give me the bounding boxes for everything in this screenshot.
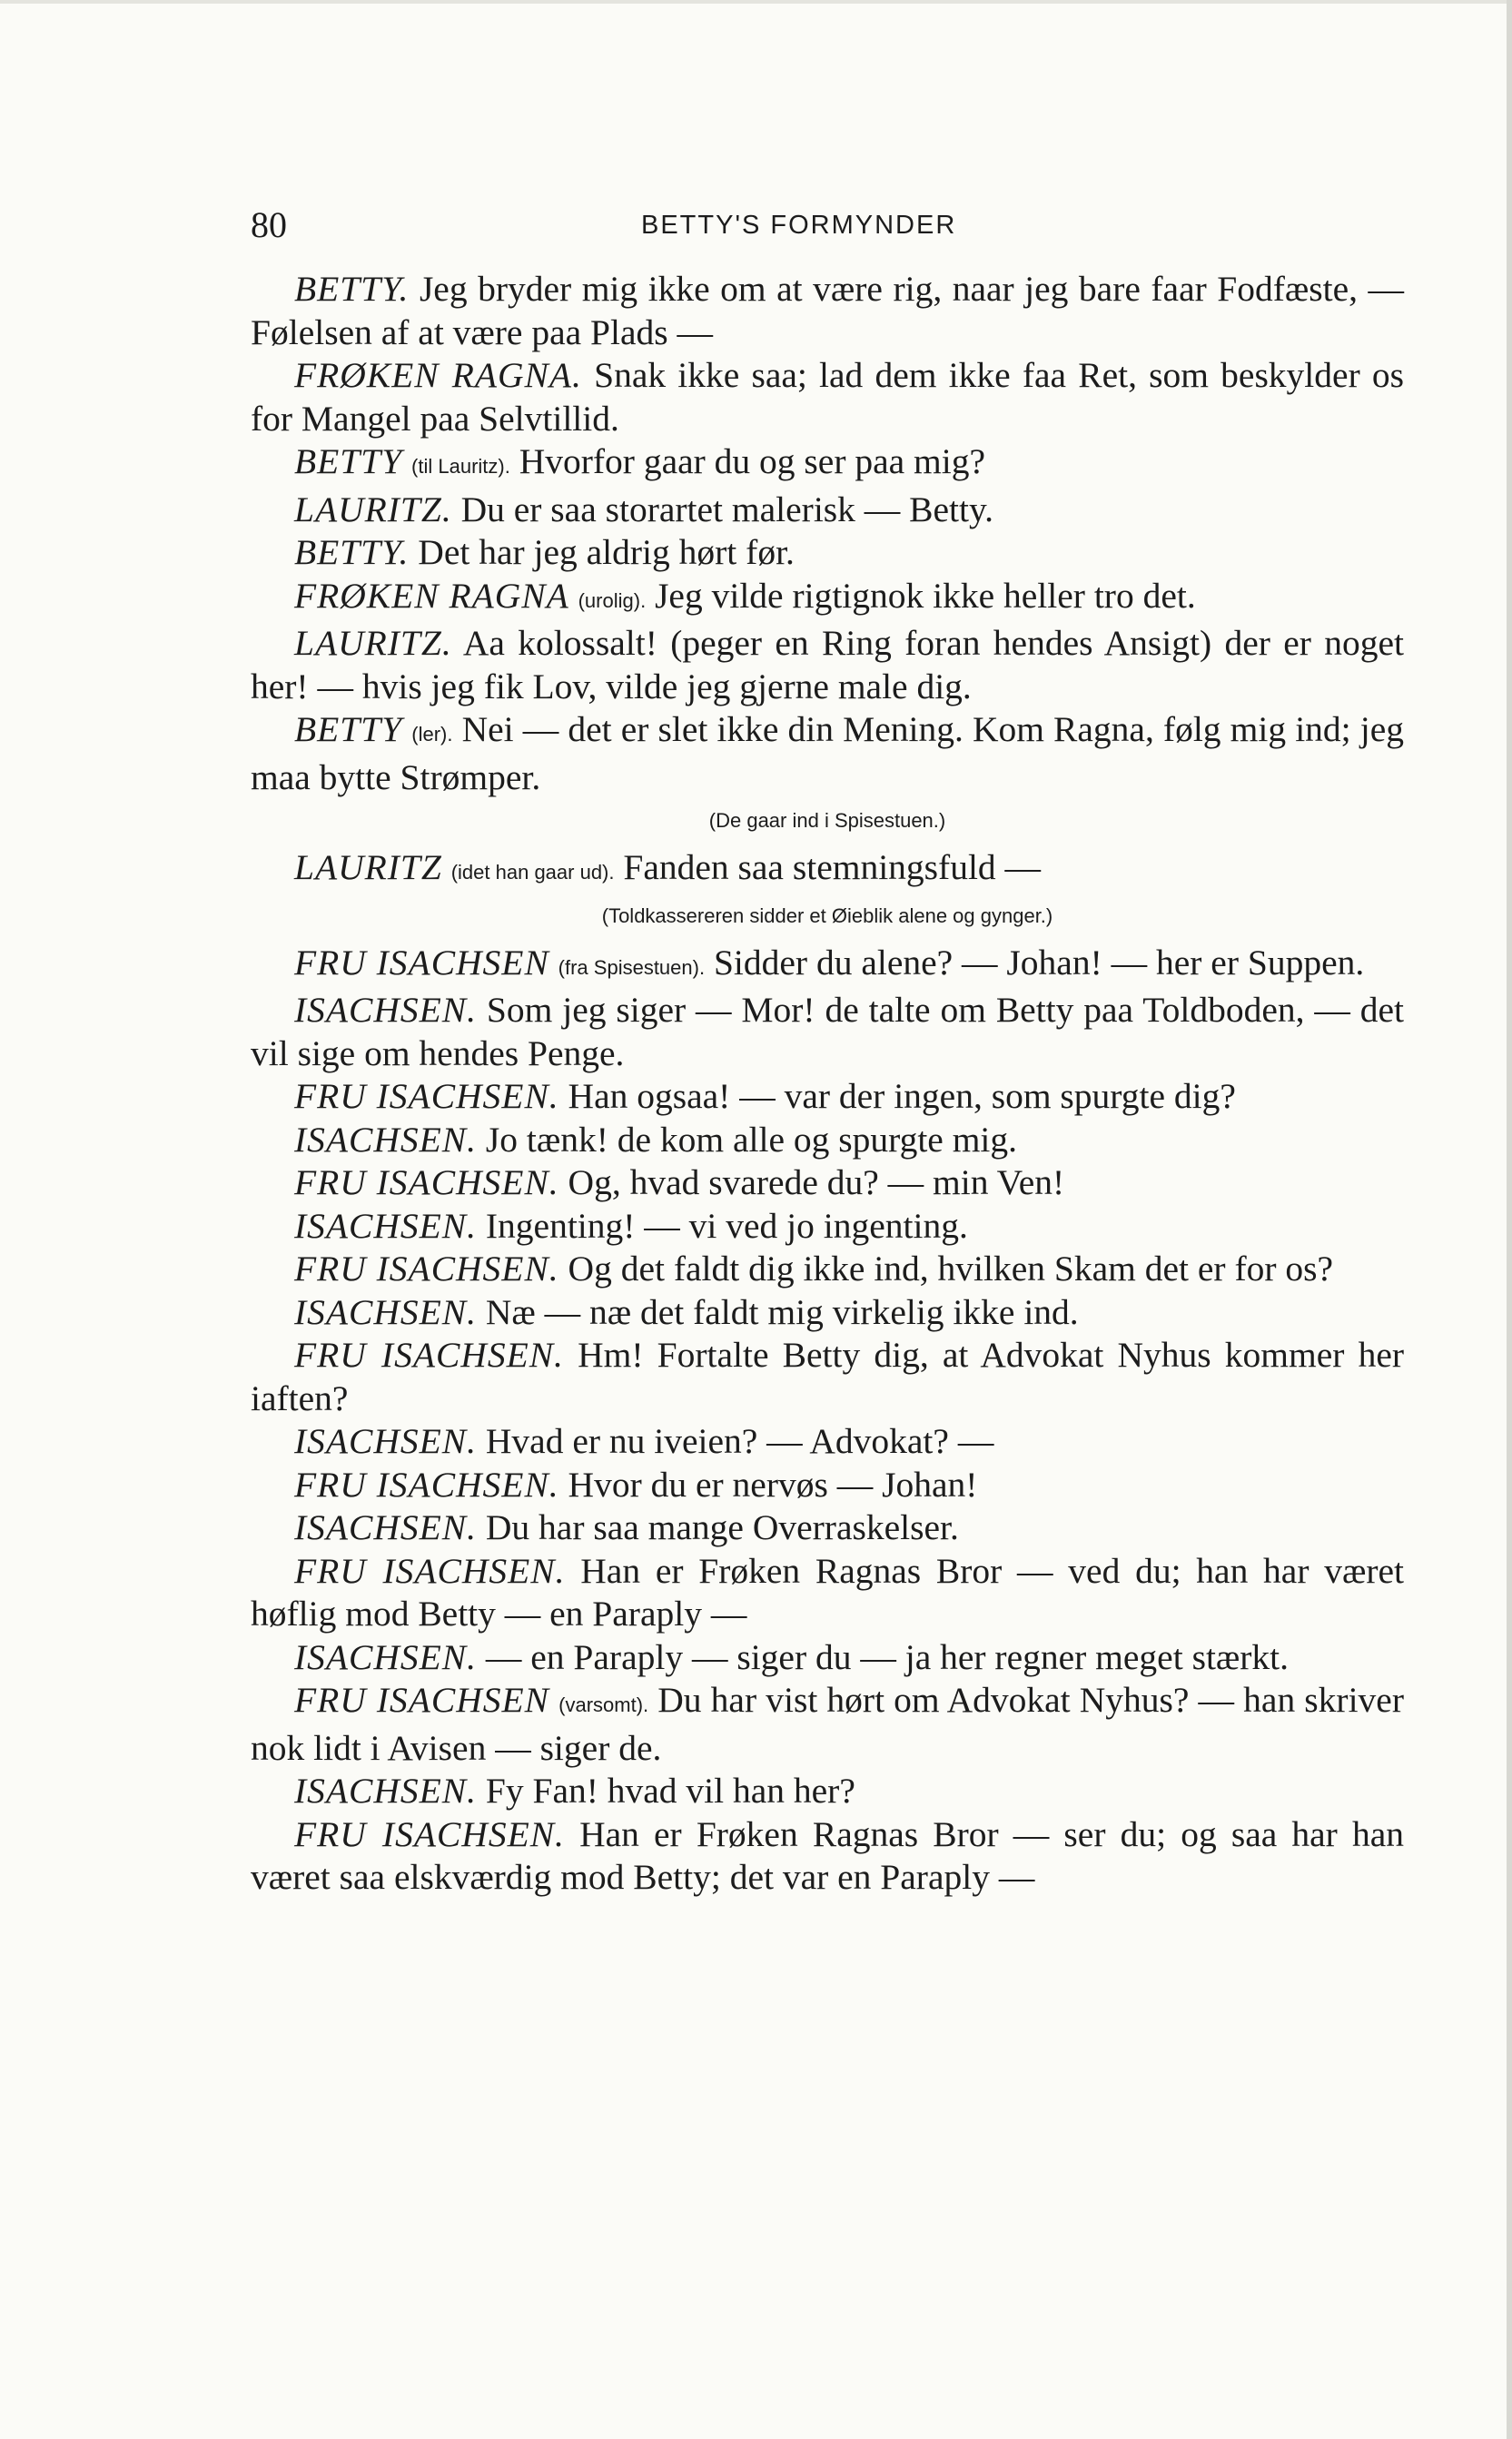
dialogue-line — [251, 1161, 1404, 1205]
line-text: Hvad er nu iveien? — Advokat? — — [485, 1421, 994, 1461]
line-text: Hvor du er nervøs — Johan! — [568, 1464, 978, 1505]
speaker-name: BETTY — [294, 441, 403, 481]
dialogue-line — [251, 1813, 1404, 1900]
line-text: Jeg vilde rigtignok ikke heller tro det. — [655, 575, 1196, 616]
dialogue-body — [251, 268, 1404, 1900]
line-text: Og det faldt dig ikke ind, hvilken Skam det er for os? — [568, 1249, 1334, 1289]
speaker-name: FRØKEN RAGNA — [294, 575, 569, 616]
dialogue-line — [251, 531, 1404, 575]
line-text: Han er Frøken Ragnas Bror — ved du; han har været høflig mod Betty — en Paraply — — [251, 1550, 1404, 1634]
speaker-name: BETTY. — [294, 269, 410, 309]
speaker-name: FRØKEN RAGNA. — [294, 355, 582, 395]
dialogue-line — [251, 440, 1404, 489]
speaker-name: ISACHSEN. — [294, 1421, 478, 1461]
speaker-name: BETTY — [294, 709, 403, 749]
line-text: Fy Fan! hvad vil han her? — [485, 1771, 855, 1811]
stage-direction: (De gaar ind i Spisestuen.) — [708, 809, 946, 832]
line-text: Aa kolossalt! (peger en Ring foran hendes Ansigt) der er noget her! — hvis jeg fik Lov, vilde jeg gjerne male dig. — [251, 623, 1405, 706]
line-text: Hm! Fortalte Betty dig, at Advokat Nyhus kommer her iaften? — [251, 1335, 1405, 1418]
dialogue-line — [251, 1770, 1404, 1813]
dialogue-line — [251, 354, 1404, 440]
line-text: Nei — det er slet ikke din Mening. Kom Ragna, følg mig ind; jeg maa bytte Strømper. — [251, 709, 1405, 797]
stage-direction-inline: (urolig). — [578, 588, 647, 612]
dialogue-line — [251, 268, 1404, 354]
dialogue-line — [251, 1420, 1404, 1464]
dialogue-line — [251, 942, 1404, 990]
dialogue-line — [251, 708, 1404, 799]
stage-direction-inline: (varsomt). — [558, 1693, 649, 1716]
line-text: Fanden saa stemningsfuld — — [623, 847, 1042, 887]
speaker-name: LAURITZ. — [294, 623, 452, 663]
line-text: Han er Frøken Ragnas Bror — ser du; og saa har han været saa elskværdig mod Betty; det var en Paraply — — [251, 1813, 1404, 1897]
speaker-name: BETTY. — [294, 532, 410, 572]
dialogue-line — [251, 1075, 1404, 1119]
line-text: Som jeg siger — Mor! de talte om Betty paa Toldboden, — det vil sige om hendes Penge. — [251, 990, 1405, 1073]
speaker-name: FRU ISACHSEN. — [294, 1464, 559, 1505]
speaker-name: ISACHSEN. — [294, 1205, 478, 1246]
dialogue-line — [251, 575, 1404, 623]
line-text: Hvorfor gaar du og ser paa mig? — [519, 441, 986, 481]
page-header — [251, 198, 1404, 252]
line-text: Jo tænk! de kom alle og spurgte mig. — [485, 1119, 1018, 1160]
dialogue-line — [251, 1679, 1404, 1770]
speaker-name: FRU ISACHSEN. — [294, 1076, 559, 1116]
dialogue-line — [251, 1334, 1404, 1420]
dialogue-line — [251, 1550, 1404, 1636]
running-title: BETTY'S FORMYNDER — [641, 211, 957, 240]
line-text: Du er saa storartet malerisk — Betty. — [460, 489, 994, 529]
line-text: Du har vist hørt om Advokat Nyhus? — han skriver nok lidt i Avisen — siger de. — [251, 1680, 1404, 1768]
dialogue-line — [251, 1464, 1404, 1507]
line-text: — en Paraply — siger du — ja her regner meget stærkt. — [485, 1636, 1290, 1677]
line-text: Han ogsaa! — var der ingen, som spurgte dig? — [568, 1076, 1236, 1116]
speaker-name: FRU ISACHSEN — [294, 1680, 550, 1720]
stage-direction-inline: (idet han gaar ud). — [450, 861, 615, 884]
stage-direction-inline: (til Lauritz). — [411, 455, 510, 478]
speaker-name: ISACHSEN. — [294, 1771, 478, 1811]
dialogue-line — [251, 622, 1404, 708]
speaker-name: FRU ISACHSEN. — [294, 1550, 566, 1591]
line-text: Og, hvad svarede du? — min Ven! — [568, 1162, 1065, 1202]
speaker-name: FRU ISACHSEN. — [294, 1249, 559, 1289]
speaker-name: ISACHSEN. — [294, 990, 478, 1030]
dialogue-line — [251, 1119, 1404, 1162]
page-top-edge — [0, 0, 1512, 4]
speaker-name: ISACHSEN. — [294, 1291, 478, 1332]
dialogue-line — [251, 1636, 1404, 1680]
page-right-edge — [1507, 0, 1512, 2439]
dialogue-line — [251, 489, 1404, 532]
speaker-name: LAURITZ. — [294, 489, 452, 529]
line-text: Næ — næ det faldt mig virkelig ikke ind. — [485, 1291, 1079, 1332]
line-text: Det har jeg aldrig hørt før. — [418, 532, 795, 572]
speaker-name: FRU ISACHSEN. — [294, 1813, 565, 1854]
speaker-name: ISACHSEN. — [294, 1507, 478, 1547]
speaker-name: FRU ISACHSEN. — [294, 1162, 559, 1202]
line-text: Sidder du alene? — Johan! — her er Suppen. — [713, 942, 1365, 983]
dialogue-line — [251, 1506, 1404, 1550]
dialogue-line — [251, 846, 1404, 894]
stage-direction: (Toldkassereren sidder et Øieblik alene og gynger.) — [601, 904, 1053, 927]
line-text: Du har saa mange Overraskelser. — [485, 1507, 959, 1547]
speaker-name: FRU ISACHSEN — [294, 942, 549, 983]
speaker-name: ISACHSEN. — [294, 1636, 478, 1677]
speaker-name: FRU ISACHSEN. — [294, 1335, 564, 1375]
dialogue-line — [251, 1248, 1404, 1291]
stage-direction-inline: (fra Spisestuen). — [558, 955, 706, 979]
speaker-name: LAURITZ — [294, 847, 442, 887]
speaker-name: ISACHSEN. — [294, 1119, 478, 1160]
page-number: 80 — [251, 204, 287, 245]
stage-direction-inline: (ler). — [411, 723, 453, 746]
line-text: Ingenting! — vi ved jo ingenting. — [485, 1205, 968, 1246]
dialogue-line — [251, 1291, 1404, 1335]
dialogue-line — [251, 989, 1404, 1075]
line-text: Snak ikke saa; lad dem ikke faa Ret, som beskylder os for Mangel paa Selvtillid. — [251, 355, 1405, 439]
line-text: Jeg bryder mig ikke om at være rig, naar jeg bare faar Fodfæste, — Følelsen af at være paa Plads — — [251, 269, 1405, 352]
dialogue-line — [251, 1205, 1404, 1249]
